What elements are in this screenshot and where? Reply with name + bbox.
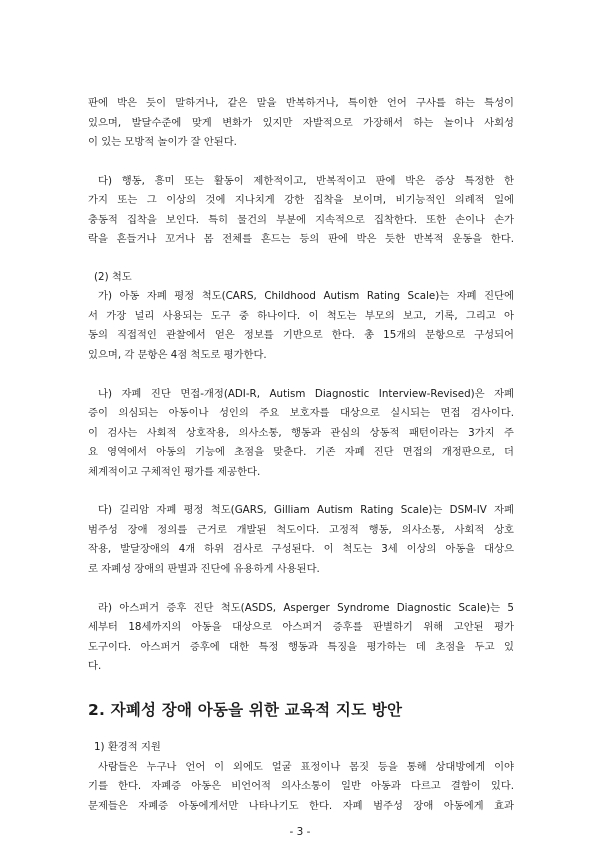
page-number: - 3 -: [289, 826, 311, 838]
paragraph-line: 라) 아스퍼거 증후 진단 척도(ASDS, Asperger Syndrome Diagnostic Scale)는 5: [98, 602, 514, 614]
paragraph-line: 다.: [88, 660, 102, 672]
paragraph-line: 세부터 18세까지의 아동을 대상으로 아스퍼거 증후를 판별하기 위해 고안된 평가: [88, 621, 514, 633]
paragraph-line: 가지 또는 그 이상의 것에 지나치게 강한 집착을 보이며, 비기능적인 의례적 일에: [88, 194, 514, 206]
paragraph-line: 도구이다. 아스퍼거 증후에 대한 특정 행동과 특징을 평가하는 데 초점을 두고 있: [88, 641, 514, 653]
paragraph-line: 작용, 발달장애의 4개 하위 검사로 구성된다. 이 척도는 3세 이상의 아동을 대상으: [88, 543, 514, 555]
paragraph-line: 다) 행동, 흥미 또는 활동이 제한적이고, 반복적이고 판에 박은 증상 특정한 한: [98, 175, 514, 187]
section-heading: 2. 자폐성 장애 아동을 위한 교육적 지도 방안: [88, 701, 403, 719]
paragraph-line: 체계적이고 구체적인 평가를 제공한다.: [88, 466, 261, 478]
paragraph-line: 사람들은 누구나 언어 이 외에도 얼굴 표정이나 몸짓 등을 통해 상대방에게 이야: [98, 761, 514, 773]
paragraph-line: 락을 흔들거나 꼬거나 몸 전체를 흔드는 등의 판에 박은 듯한 반복적 운동을 한다.: [88, 233, 514, 245]
paragraph-line: 증이 의심되는 아동이나 성인의 주요 보호자를 대상으로 실시되는 면접 검사이다.: [88, 407, 514, 419]
paragraph-line: 있으며, 각 문항은 4점 척도로 평가한다.: [88, 349, 267, 361]
paragraph-line: 충동적 집착을 보인다. 특히 물건의 부분에 지속적으로 집착한다. 또한 손이나 손가: [88, 214, 514, 226]
paragraph-line: 있으며, 발달수준에 맞게 변화가 있지만 자발적으로 가장해서 하는 놀이나 사회성: [88, 117, 514, 129]
paragraph-line: 로 자폐성 장애의 판별과 진단에 유용하게 사용된다.: [88, 563, 320, 575]
paragraph-line: 이 검사는 사회적 상호작용, 의사소통, 행동과 관심의 상동적 패턴이라는 3가지 주: [88, 427, 514, 439]
paragraph-line: 기를 한다. 자폐증 아동은 비언어적 의사소통이 일반 아동과 다르고 결함이 있다.: [88, 780, 514, 792]
paragraph-line: 범주성 장애 정의를 근거로 개발된 척도이다. 고정적 행동, 의사소통, 사회적 상호: [88, 524, 514, 536]
paragraph-line: 문제들은 자폐증 아동에게서만 나타나기도 한다. 자폐 범주성 장애 아동에게 효과: [88, 800, 514, 812]
paragraph-line: 서 가장 널리 사용되는 도구 중 하나이다. 이 척도는 부모의 보고, 기록, 그리고 아: [88, 310, 514, 322]
paragraph-line: 동의 직접적인 관찰에서 얻은 정보를 기반으로 한다. 총 15개의 문항으로 구성되어: [88, 329, 514, 341]
paragraph-line: 다) 길리암 자폐 평정 척도(GARS, Gilliam Autism Rating Scale)는 DSM-IV 자폐: [98, 504, 514, 516]
paragraph-line: 이 있는 모방적 놀이가 잘 안된다.: [88, 136, 237, 148]
paragraph-line: 가) 아동 자폐 평정 척도(CARS, Childhood Autism Rating Scale)는 자폐 진단에: [98, 290, 514, 302]
subsection-label: (2) 척도: [94, 271, 132, 283]
subsection-label: 1) 환경적 지원: [94, 741, 161, 753]
paragraph-line: 나) 자폐 진단 면접-개정(ADI-R, Autism Diagnostic Interview-Revised)은 자폐: [98, 388, 514, 400]
paragraph-line: 판에 박은 듯이 말하거나, 같은 말을 반복하거나, 특이한 언어 구사를 하는 특성이: [88, 97, 514, 109]
paragraph-line: 요 영역에서 아동의 기능에 초점을 맞춘다. 기존 자폐 진단 면접의 개정판으로, 더: [88, 446, 514, 458]
